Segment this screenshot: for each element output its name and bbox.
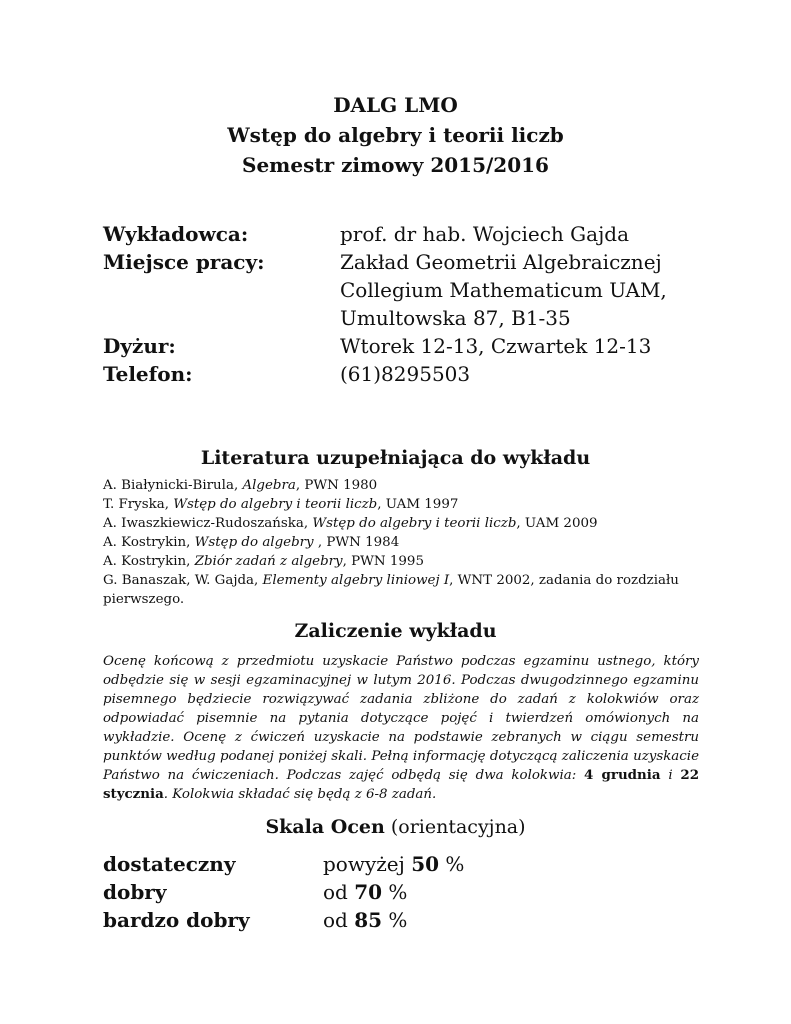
lit-publisher: , WNT 2002, zadania do rozdziału pierwszego. <box>103 573 679 607</box>
grade-threshold <box>323 878 407 906</box>
info-label: Telefon: <box>103 362 193 386</box>
info-label: Miejsce pracy: <box>103 250 265 274</box>
course-credit-heading: Zaliczenie wykładu <box>294 620 497 642</box>
title-line-1: DALG LMO <box>333 93 458 117</box>
grade-prefix: od <box>323 908 355 932</box>
title-line-2: Wstęp do algebry i teorii liczb <box>227 123 564 147</box>
info-value <box>340 248 723 332</box>
lit-author: A. Białynicki-Birula, <box>103 478 243 493</box>
literature-item <box>103 552 703 571</box>
grade-scale-heading <box>0 816 791 838</box>
grade-row <box>103 878 603 906</box>
grade-name: dostateczny <box>103 852 236 876</box>
info-value-line: Zakład Geometrii Algebraicznej <box>340 250 662 274</box>
lit-publisher: , PWN 1995 <box>342 554 424 569</box>
info-value-line: Collegium Mathematicum UAM, <box>340 278 667 302</box>
grade-value: 50 <box>411 852 440 876</box>
grade-threshold <box>323 906 407 934</box>
grade-prefix: powyżej <box>323 852 412 876</box>
info-row-workplace <box>103 248 723 332</box>
lit-title: Wstęp do algebry <box>194 535 314 550</box>
literature-item <box>103 533 703 552</box>
course-credit-text <box>103 652 699 804</box>
colloquium-date-1: 4 grudnia <box>584 767 661 783</box>
lit-publisher: , PWN 1984 <box>313 535 400 550</box>
lit-title: Zbiór zadań z algebry <box>194 554 343 569</box>
colloquium-date-2: 22 stycznia <box>103 767 700 802</box>
literature-item <box>103 476 703 495</box>
info-value: Wtorek 12-13, Czwartek 12-13 <box>340 334 652 358</box>
credit-text-part: Ocenę końcową z przedmiotu uzyskacie Państwo podczas egzaminu ustnego, który odbędzie się w sesji egzaminacyjnej w lutym 2016. Podczas dwugodzinnego egzaminu pisemnego będziecie rozwiązywać zadania zbliżone do zadań z kolokwiów oraz odpowiadać pisemnie na pytania dotyczące pojęć i twierdzeń omówionych na wykładzie. Ocenę z ćwiczeń uzyskacie na podstawie zebranych w ciągu semestru punktów według podanej poniżej skali. Pełną informację dotyczącą zaliczenia uzyskacie Państwo na ćwiczeniach. Podczas zajęć odbędą się dwa kolokwia: <box>103 654 699 783</box>
lit-author: A. Kostrykin, <box>103 535 195 550</box>
grade-threshold <box>323 850 464 878</box>
grade-value: 85 <box>354 908 383 932</box>
grade-unit: % <box>439 852 465 876</box>
lit-publisher: , UAM 2009 <box>516 516 598 531</box>
lit-title: Wstęp do algebry i teorii liczb <box>173 497 378 512</box>
grade-scale <box>103 850 603 934</box>
grade-name: bardzo dobry <box>103 908 250 932</box>
lit-title: Wstęp do algebry i teorii liczb <box>312 516 517 531</box>
info-label: Dyżur: <box>103 334 176 358</box>
info-row-office-hours <box>103 332 723 360</box>
info-value: (61)8295503 <box>340 362 471 386</box>
grade-row <box>103 850 603 878</box>
literature-item <box>103 571 703 609</box>
grade-unit: % <box>382 880 408 904</box>
lit-publisher: , UAM 1997 <box>377 497 459 512</box>
lit-author: A. Iwaszkiewicz-Rudoszańska, <box>103 516 313 531</box>
literature-list <box>103 476 703 609</box>
lit-title: Elementy algebry liniowej I <box>262 573 450 588</box>
info-label: Wykładowca: <box>103 222 249 246</box>
grade-scale-title: Skala Ocen <box>265 816 385 838</box>
info-row-lecturer <box>103 220 723 248</box>
lit-author: A. Kostrykin, <box>103 554 195 569</box>
grade-name: dobry <box>103 880 167 904</box>
grade-prefix: od <box>323 880 355 904</box>
grade-scale-subtitle: (orientacyjna) <box>384 816 526 838</box>
credit-text-part: . Kolokwia składać się będą z 6-8 zadań. <box>163 787 437 802</box>
grade-row <box>103 906 603 934</box>
literature-heading: Literatura uzupełniająca do wykładu <box>200 447 591 469</box>
info-row-phone <box>103 360 723 388</box>
lit-author: G. Banaszak, W. Gajda, <box>103 573 263 588</box>
document-title <box>0 90 791 180</box>
lit-author: T. Fryska, <box>103 497 174 512</box>
lecturer-info <box>103 220 723 388</box>
info-value-line: Umultowska 87, B1-35 <box>340 306 571 330</box>
lit-title: Algebra <box>242 478 296 493</box>
literature-item <box>103 514 703 533</box>
credit-text-part: i <box>660 768 681 783</box>
grade-value: 70 <box>354 880 383 904</box>
info-value: prof. dr hab. Wojciech Gajda <box>340 222 629 246</box>
literature-item <box>103 495 703 514</box>
lit-publisher: , PWN 1980 <box>295 478 378 493</box>
grade-unit: % <box>382 908 408 932</box>
title-line-3: Semestr zimowy 2015/2016 <box>242 153 549 177</box>
